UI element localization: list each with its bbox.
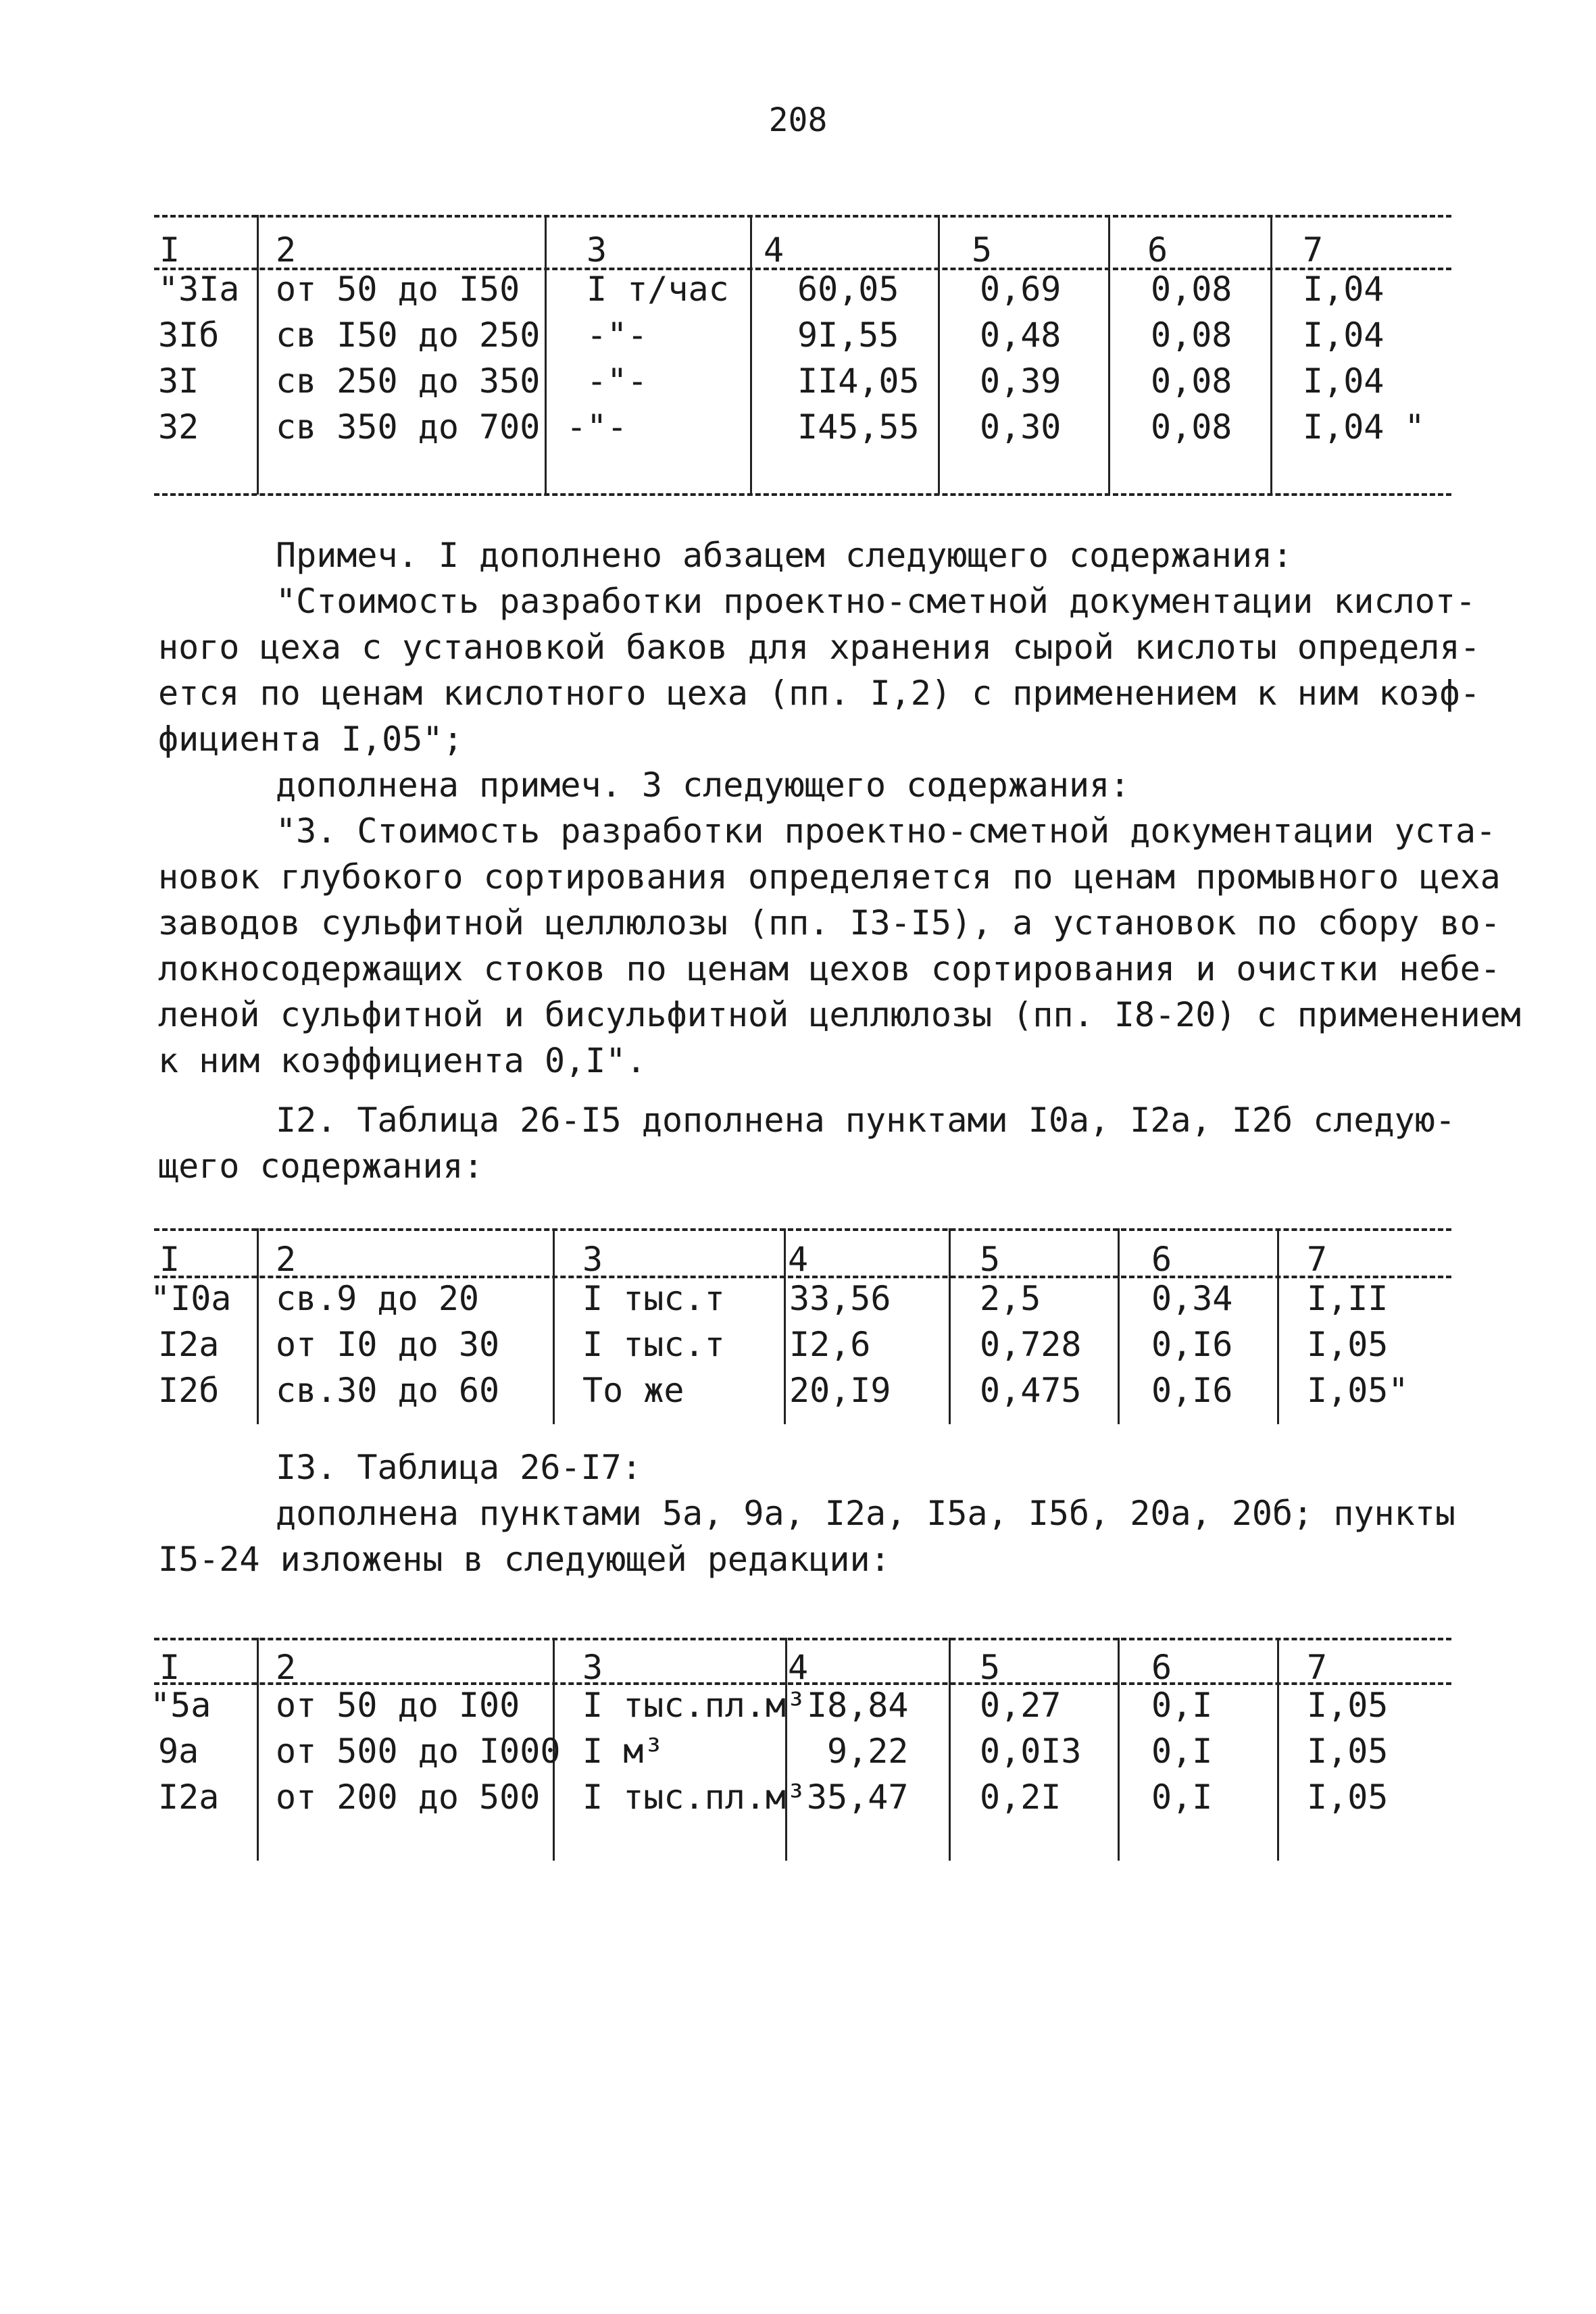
table-cell: 0,48 [980, 316, 1062, 355]
note-line: заводов сульфитной целлюлозы (пп. I3-I5), а установок по сбору во- [158, 903, 1501, 942]
table-cell: 0,27 [980, 1686, 1062, 1725]
header-cell: I [159, 230, 180, 270]
table-cell: 0,0I3 [980, 1732, 1082, 1771]
table-cell: 33,56 [789, 1279, 891, 1318]
header-cell: 3 [582, 1648, 603, 1687]
header-cell: 5 [980, 1240, 1001, 1279]
column-rule [750, 215, 752, 495]
table-cell: 0,I [1151, 1778, 1213, 1817]
header-cell: 7 [1303, 230, 1324, 270]
table-cell: "3Iа [158, 270, 240, 309]
table-cell: I т/час [587, 270, 729, 309]
table-cell: 3I [158, 361, 199, 401]
table-2 [150, 1228, 1451, 1431]
header-cell: 6 [1147, 230, 1168, 270]
header-cell: 2 [276, 1648, 297, 1687]
table-cell: от I0 до 30 [276, 1325, 500, 1364]
table-cell: 0,08 [1151, 270, 1232, 309]
table-cell: 0,39 [980, 361, 1062, 401]
table-cell: -"- [587, 316, 648, 355]
table-cell: I45,55 [797, 407, 920, 447]
note-line: локносодержащих стоков по ценам цехов сортирования и очистки небе- [158, 949, 1501, 988]
header-cell: 6 [1151, 1240, 1172, 1279]
table-cell: То же [582, 1371, 684, 1410]
table-cell: 0,I6 [1151, 1371, 1233, 1410]
table-cell: 0,475 [980, 1371, 1082, 1410]
table-cell: -"- [587, 361, 648, 401]
table-cell: I,04 [1303, 361, 1385, 401]
item-12-line: I2. Таблица 26-I5 дополнена пунктами I0а, I2а, I2б следую- [276, 1101, 1455, 1140]
table-3 [150, 1638, 1451, 1867]
header-cell: 5 [980, 1648, 1001, 1687]
table-cell: -"- [566, 407, 628, 447]
note-line: фициента I,05"; [158, 720, 464, 759]
table-cell: I м³ [582, 1732, 664, 1771]
column-rule [545, 215, 547, 495]
table-cell: 0,I [1151, 1686, 1213, 1725]
note-line: ного цеха с установкой баков для хранения сырой кислоты определя- [158, 628, 1480, 667]
column-rule [257, 215, 259, 495]
table-cell: I,05 [1307, 1686, 1389, 1725]
table-cell: I тыс.пл.м³ [582, 1686, 807, 1725]
column-rule [257, 1228, 259, 1424]
header-cell: 6 [1151, 1648, 1172, 1687]
table-cell: 0,08 [1151, 407, 1232, 447]
table-cell: "5а [150, 1686, 211, 1725]
header-cell: 4 [788, 1240, 809, 1279]
table-top-rule [154, 1228, 1451, 1231]
note-line: "Стоимость разработки проектно-сметной документации кислот- [276, 582, 1476, 621]
table-cell: 35,47 [807, 1778, 909, 1817]
column-rule [1118, 1638, 1120, 1861]
item-13-line: I3. Таблица 26-I7: [276, 1448, 642, 1487]
table-cell: I тыс.т [582, 1325, 725, 1364]
table-cell: I,05 [1307, 1325, 1389, 1364]
column-rule [257, 1638, 259, 1861]
column-rule [949, 1638, 951, 1861]
table-top-rule [154, 215, 1451, 218]
table-cell: "I0а [150, 1279, 232, 1318]
table-cell: 9,22 [827, 1732, 909, 1771]
header-cell: 2 [276, 1240, 297, 1279]
column-rule [1270, 215, 1272, 495]
column-rule [938, 215, 940, 495]
table-cell: св.30 до 60 [276, 1371, 500, 1410]
note-line: ется по ценам кислотного цеха (пп. I,2) с применением к ним коэф- [158, 674, 1480, 713]
column-rule [784, 1228, 786, 1424]
header-cell: I [159, 1648, 180, 1687]
table-cell: I,05 [1307, 1732, 1389, 1771]
page-number: 208 [768, 101, 828, 139]
table-cell: I тыс.т [582, 1279, 725, 1318]
note-line: Примеч. I дополнено абзацем следующего содержания: [276, 536, 1293, 575]
table-cell: от 50 до I50 [276, 270, 520, 309]
table-cell: св I50 до 250 [276, 316, 541, 355]
table-cell: 20,I9 [789, 1371, 891, 1410]
column-rule [1118, 1228, 1120, 1424]
note-line: к ним коэффициента 0,I". [158, 1041, 647, 1080]
table-cell: I тыс.пл.м³ [582, 1778, 807, 1817]
item-12-line: щего содержания: [158, 1147, 484, 1186]
table-cell: I2б [158, 1371, 220, 1410]
header-cell: 4 [764, 230, 784, 270]
table-cell: св.9 до 20 [276, 1279, 480, 1318]
item-13-line: дополнена пунктами 5а, 9а, I2а, I5а, I5б, 20а, 20б; пункты [276, 1494, 1455, 1533]
header-cell: I [159, 1240, 180, 1279]
table-cell: 0,2I [980, 1778, 1062, 1817]
table-cell: 0,08 [1151, 316, 1232, 355]
table-top-rule [154, 1638, 1451, 1640]
table-cell: 0,30 [980, 407, 1062, 447]
table-cell: 3Iб [158, 316, 220, 355]
column-rule [949, 1228, 951, 1424]
table-cell: 2,5 [980, 1279, 1041, 1318]
table-cell: I,05" [1307, 1371, 1409, 1410]
header-cell: 3 [582, 1240, 603, 1279]
column-rule [1277, 1228, 1279, 1424]
header-cell: 7 [1307, 1240, 1328, 1279]
table-cell: I,II [1307, 1279, 1389, 1318]
table-cell: от 50 до I00 [276, 1686, 520, 1725]
table-cell: 9а [158, 1732, 199, 1771]
table-cell: от 500 до I000 [276, 1732, 561, 1771]
table-cell: II4,05 [797, 361, 920, 401]
table-cell: I,05 [1307, 1778, 1389, 1817]
table-cell: 0,I6 [1151, 1325, 1233, 1364]
table-cell: 0,34 [1151, 1279, 1233, 1318]
table-cell: 60,05 [797, 270, 899, 309]
table-cell: 0,728 [980, 1325, 1082, 1364]
note-line: новок глубокого сортирования определяется по ценам промывного цеха [158, 857, 1501, 897]
note-line: леной сульфитной и бисульфитной целлюлозы (пп. I8-20) с применением [158, 995, 1521, 1034]
note-line: дополнена примеч. 3 следующего содержания: [276, 765, 1130, 805]
item-13-line: I5-24 изложены в следующей редакции: [158, 1540, 891, 1579]
table-cell: I,04 [1303, 270, 1385, 309]
column-rule [785, 1638, 787, 1861]
table-cell: I,04 [1303, 316, 1385, 355]
table-cell: 0,08 [1151, 361, 1232, 401]
column-rule [1277, 1638, 1279, 1861]
table-cell: I2а [158, 1778, 220, 1817]
header-cell: 4 [788, 1648, 809, 1687]
header-cell: 7 [1307, 1648, 1328, 1687]
table-cell: I,04 " [1303, 407, 1425, 447]
table-cell: 0,69 [980, 270, 1062, 309]
table-cell: 32 [158, 407, 199, 447]
table-cell: I2,6 [789, 1325, 871, 1364]
column-rule [553, 1228, 555, 1424]
table-cell: I2а [158, 1325, 220, 1364]
header-cell: 5 [972, 230, 993, 270]
header-cell: 2 [276, 230, 297, 270]
table-cell: 0,I [1151, 1732, 1213, 1771]
table-1 [154, 215, 1451, 505]
note-line: "3. Стоимость разработки проектно-сметной документации уста- [276, 811, 1497, 851]
column-rule [1108, 215, 1110, 495]
table-cell: св 350 до 700 [276, 407, 541, 447]
table-cell: 9I,55 [797, 316, 899, 355]
table-cell: св 250 до 350 [276, 361, 541, 401]
header-cell: 3 [587, 230, 607, 270]
table-cell: от 200 до 500 [276, 1778, 541, 1817]
table-cell: I8,84 [807, 1686, 909, 1725]
table-bottom-rule [154, 493, 1451, 496]
